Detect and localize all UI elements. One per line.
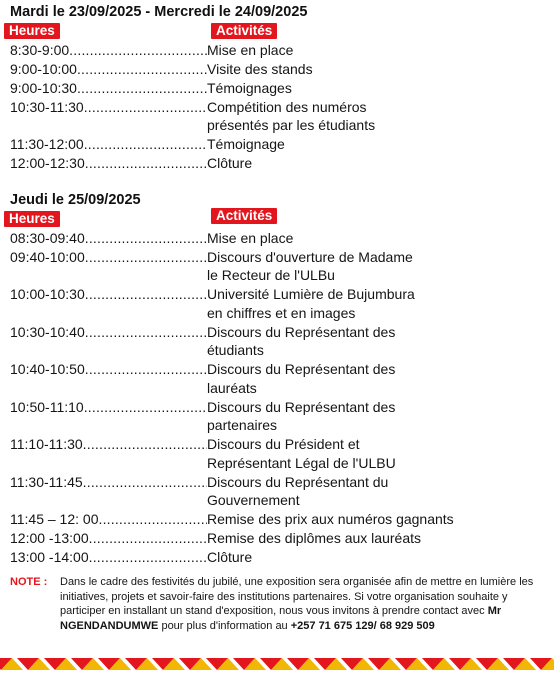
day1-activites-badge: Activités [211,23,277,39]
schedule-time: 13:00 -14:00 ..... [10,548,207,567]
day2-title: Jeudi le 25/09/2025 [10,192,141,208]
note-text [60,575,540,633]
day2-activites-badge: Activités [211,208,277,224]
schedule-time: 11:45 – 12: 00 ..... [10,510,207,529]
schedule-time: 08:30-09:40 ..... [10,229,207,248]
schedule-activity: Témoignages [207,79,292,96]
schedule-activity: Université Lumière de Bujumbura en chiffres et en images [207,286,415,321]
schedule-activity: Mise en place [207,42,294,58]
schedule-time: 10:40-10:50 ..... [10,360,207,379]
note-label: NOTE : [10,576,48,588]
schedule-time: 12:00 -13:00 ..... [10,529,207,548]
schedule-activity: Visite des stands [207,60,313,77]
schedule-time: 10:50-11:10 ..... [10,398,207,417]
schedule-time: 11:30-12:00 ..... [10,135,207,154]
note-phone: +257 71 675 129/ 68 929 509 [290,619,435,632]
schedule-activity: Clôture [207,549,253,566]
schedule-activity: Remise des prix aux numéros gagnants [207,511,454,528]
schedule-time: 10:30-10:40 ..... [10,323,207,342]
schedule-activity: Mise en place [207,230,294,246]
schedule-time: 9:00-10:00 ..... [10,60,207,79]
schedule-activity: Compétition des numéros présentés par les étudiants [207,98,376,134]
schedule-activity: Discours du Représentant des lauréats [207,361,396,396]
note-body-2: pour plus d'information au [158,619,291,632]
day2-heures-badge: Heures [4,211,60,227]
schedule-time: 9:00-10:30 ..... [10,79,207,98]
schedule-time: 09:40-10:00 ..... [10,248,207,267]
schedule-time: 8:30-9:00 ..... [10,41,207,60]
schedule-activity: Discours du Représentant du Gouvernement [207,473,389,509]
schedule-activity: Discours du Représentant des étudiants [207,323,396,359]
day1-heures-badge: Heures [4,23,60,39]
schedule-activity: Clôture [207,155,253,172]
schedule-time: 10:00-10:30 ..... [10,285,207,304]
day1-title: Mardi le 23/09/2025 - Mercredi le 24/09/2025 [10,4,308,20]
schedule-activity: Discours d'ouverture de Madame le Recteur de l'ULBu [207,248,413,284]
schedule-time: 12:00-12:30 ..... [10,154,207,173]
note-body: Dans le cadre des festivités du jubilé, une exposition sera organisée afin de mettre en lumière les initiatives, projets et savoir-faire des institutions partenaires. Si votre organisation souhaite y participer en installant un stand d'exposition, nous vous invitons à prendre contact avec [60,576,534,617]
decorative-triangle-border [0,656,554,674]
schedule-time: 11:10-11:30 ..... [10,435,207,454]
schedule-activity: Discours du Représentant des partenaires [207,398,396,434]
schedule-activity: Témoignage [207,136,285,153]
schedule-time: 11:30-11:45 ..... [10,473,207,492]
schedule-time: 10:30-11:30 ..... [10,98,207,117]
schedule-activity: Discours du Président et Représentant Légal de l'ULBU [207,436,396,471]
note-contact-name: Mr NGENDANDUMWE [60,605,502,632]
schedule-activity: Remise des diplômes aux lauréats [207,530,421,547]
